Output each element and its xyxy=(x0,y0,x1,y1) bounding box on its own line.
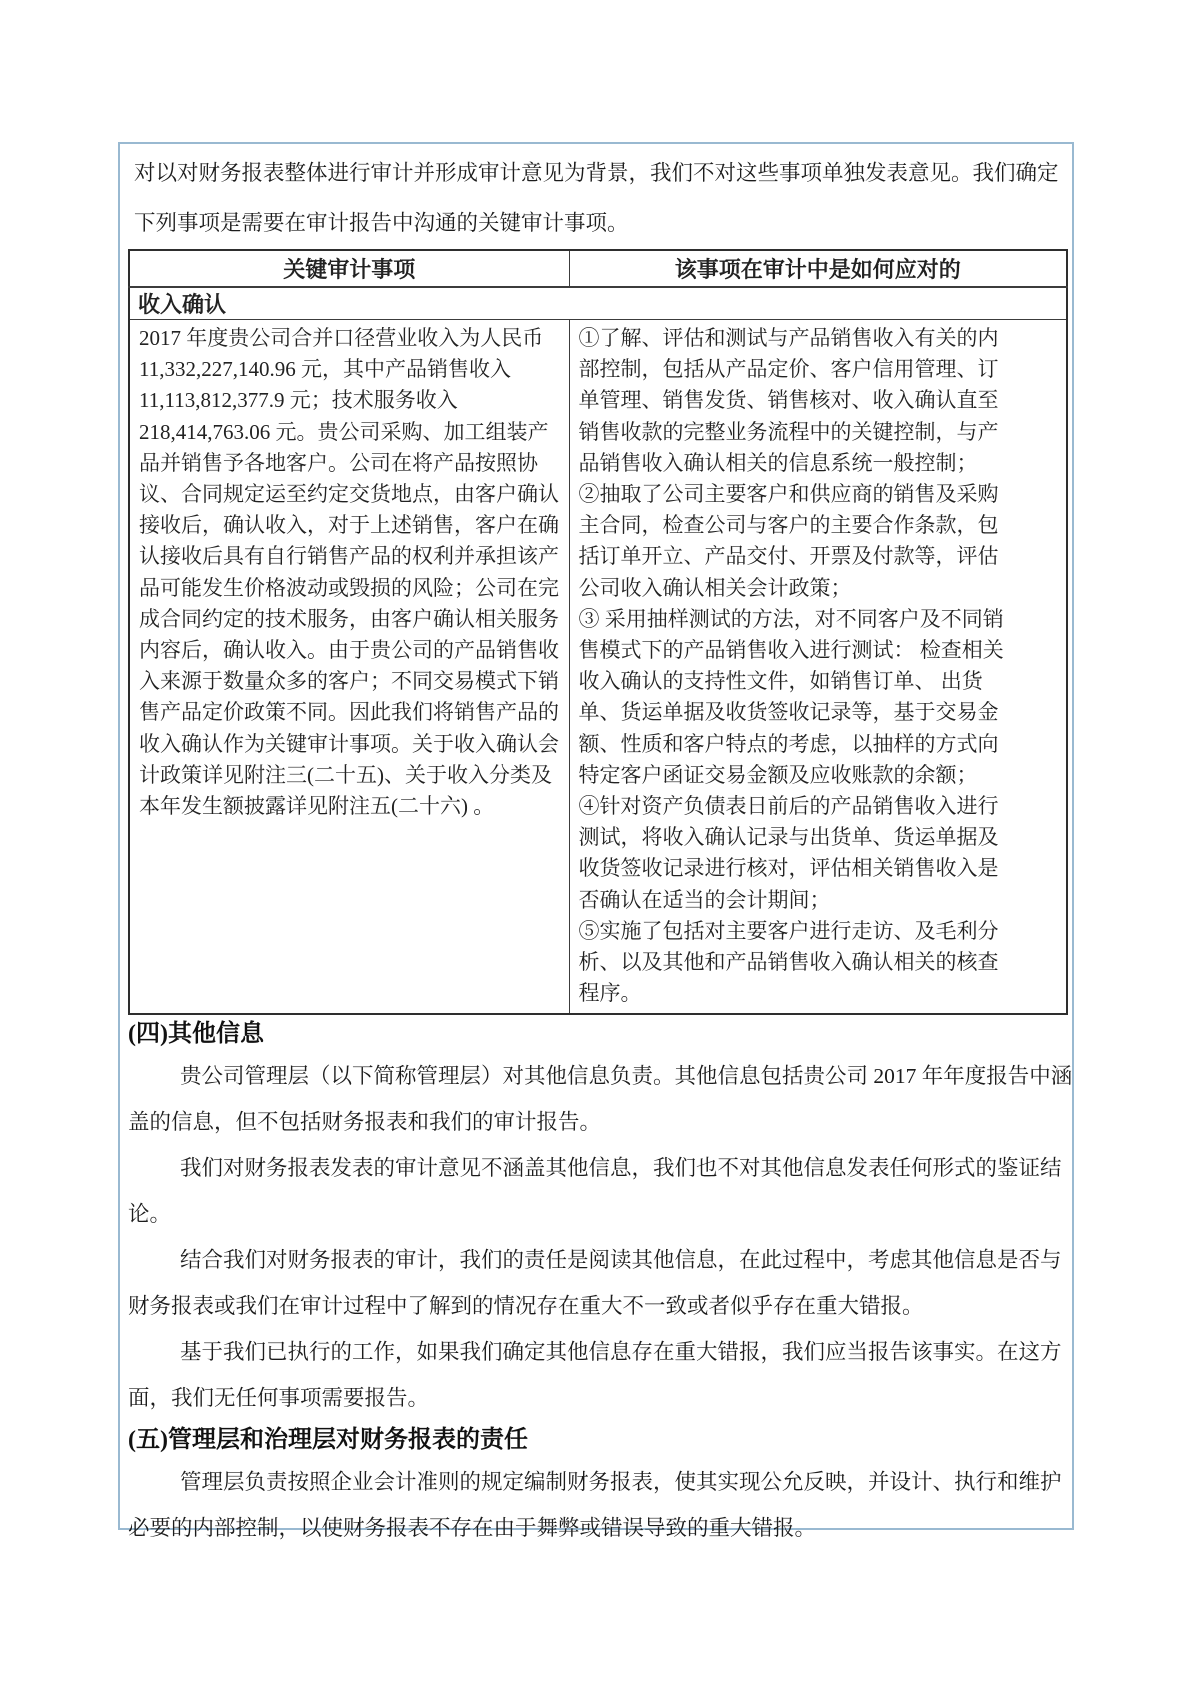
text-line: 我们对财务报表发表的审计意见不涵盖其他信息，我们也不对其他信息发表任何形式的鉴证结 xyxy=(180,1156,1062,1181)
table-header-audit-response: 该事项在审计中是如何应对的 xyxy=(569,250,1067,287)
intro-paragraph xyxy=(128,148,1062,248)
text-line: 特定客户函证交易金额及应收账款的余额； xyxy=(578,762,978,787)
text-line: 面，我们无任何事项需要报告。 xyxy=(128,1386,430,1411)
text-line: 218,414,763.06 元。贵公司采购、加工组装产 xyxy=(139,419,549,444)
text-line: 贵公司管理层（以下简称管理层）对其他信息负责。其他信息包括贵公司 2017 年年度报告中涵 xyxy=(180,1064,1073,1089)
other-info-paragraph-2 xyxy=(128,1145,1062,1237)
text-line: 售模式下的产品销售收入进行测试： 检查相关 xyxy=(578,638,1004,663)
text-line: 测试，将收入确认记录与出货单、货运单据及 xyxy=(578,825,999,850)
section-heading-other-information: (四)其他信息 xyxy=(128,1021,264,1048)
text-line: 单管理、销售发货、销售核对、收入确认直至 xyxy=(578,388,999,413)
text-line: 入来源于数量众多的客户；不同交易模式下销 xyxy=(139,669,559,694)
text-line: 收入确认作为关键审计事项。关于收入确认会 xyxy=(139,731,559,756)
text-line: 收入确认的支持性文件，如销售订单、 出货 xyxy=(578,669,983,694)
text-line: 额、性质和客户特点的考虑，以抽样的方式向 xyxy=(578,731,999,756)
text-line: 接收后，确认收入，对于上述销售，客户在确 xyxy=(139,513,559,538)
text-line: ③ 采用抽样测试的方法，对不同客户及不同销 xyxy=(578,606,1004,631)
kam-response-cell xyxy=(569,320,1067,1015)
text-line: 下列事项是需要在审计报告中沟通的关键审计事项。 xyxy=(134,211,629,235)
text-line: 析、以及其他和产品销售收入确认相关的核查 xyxy=(578,950,999,975)
text-line: 收货签收记录进行核对，评估相关销售收入是 xyxy=(578,856,999,881)
text-line: ②抽取了公司主要客户和供应商的销售及采购 xyxy=(578,482,999,507)
text-line: 品可能发生价格波动或毁损的风险；公司在完 xyxy=(139,575,559,600)
text-line: 议、合同规定运至约定交货地点，由客户确认 xyxy=(139,482,559,507)
text-line: 对以对财务报表整体进行审计并形成审计意见为背景，我们不对这些事项单独发表意见。我们确定 xyxy=(134,161,1059,185)
table-section-row xyxy=(129,287,1067,320)
table-section-revenue-recognition: 收入确认 xyxy=(129,287,1067,320)
table-header-row xyxy=(129,250,1067,287)
other-info-paragraph-3 xyxy=(128,1237,1062,1329)
text-line: 售产品定价政策不同。因此我们将销售产品的 xyxy=(139,700,559,725)
text-line: 销售收款的完整业务流程中的关键控制，与产 xyxy=(578,419,999,444)
text-line: 计政策详见附注三(二十五)、关于收入分类及 xyxy=(139,762,552,787)
text-line: 单、货运单据及收货签收记录等，基于交易金 xyxy=(578,700,999,725)
text-line: 品销售收入确认相关的信息系统一般控制； xyxy=(578,450,978,475)
text-line: 财务报表或我们在审计过程中了解到的情况存在重大不一致或者似乎存在重大错报。 xyxy=(128,1294,924,1319)
text-line: 括订单开立、产品交付、开票及付款等，评估 xyxy=(578,544,999,569)
table-body-row xyxy=(129,320,1067,1015)
text-line: 品并销售予各地客户。公司在将产品按照协 xyxy=(139,450,538,475)
text-line: ④针对资产负债表日前后的产品销售收入进行 xyxy=(578,794,999,819)
text-line: 程序。 xyxy=(578,981,642,1006)
text-line: 主合同，检查公司与客户的主要合作条款，包 xyxy=(578,513,999,538)
section-heading-management-responsibility: (五)管理层和治理层对财务报表的责任 xyxy=(128,1427,528,1454)
kam-description-cell xyxy=(129,320,569,1015)
table-header-key-audit-matter: 关键审计事项 xyxy=(129,250,569,287)
text-line: 盖的信息，但不包括财务报表和我们的审计报告。 xyxy=(128,1110,602,1135)
text-line: 管理层负责按照企业会计准则的规定编制财务报表，使其实现公允反映，并设计、执行和维护 xyxy=(180,1470,1062,1495)
text-line: 11,113,812,377.9 元；技术服务收入 xyxy=(139,388,458,413)
text-line: 本年发生额披露详见附注五(二十六) 。 xyxy=(139,794,495,819)
content-border-frame xyxy=(118,142,1074,1541)
text-line: 公司收入确认相关会计政策； xyxy=(578,575,852,600)
text-line: ⑤实施了包括对主要客户进行走访、及毛利分 xyxy=(578,918,999,943)
other-info-paragraph-1 xyxy=(128,1053,1073,1145)
text-line: 否确认在适当的会计期间； xyxy=(578,887,831,912)
management-responsibility-paragraph-1 xyxy=(128,1459,1062,1551)
text-line: 论。 xyxy=(128,1202,172,1227)
text-line: 必要的内部控制，以使财务报表不存在由于舞弊或错误导致的重大错报。 xyxy=(128,1516,817,1541)
other-info-paragraph-4 xyxy=(128,1329,1062,1421)
text-line: ①了解、评估和测试与产品销售收入有关的内 xyxy=(578,326,999,350)
text-line: 11,332,227,140.96 元，其中产品销售收入 xyxy=(139,357,511,382)
text-line: 内容后，确认收入。由于贵公司的产品销售收 xyxy=(139,638,559,663)
text-line: 结合我们对财务报表的审计，我们的责任是阅读其他信息，在此过程中，考虑其他信息是否与 xyxy=(180,1248,1062,1273)
text-line: 认接收后具有自行销售产品的权利并承担该产 xyxy=(139,544,559,569)
text-line: 基于我们已执行的工作，如果我们确定其他信息存在重大错报，我们应当报告该事实。在这方 xyxy=(180,1340,1062,1365)
key-audit-matters-table xyxy=(128,249,1068,1015)
text-line: 部控制，包括从产品定价、客户信用管理、订 xyxy=(578,357,999,382)
text-line: 2017 年度贵公司合并口径营业收入为人民币 xyxy=(139,326,544,350)
text-line: 成合同约定的技术服务，由客户确认相关服务 xyxy=(139,606,559,631)
